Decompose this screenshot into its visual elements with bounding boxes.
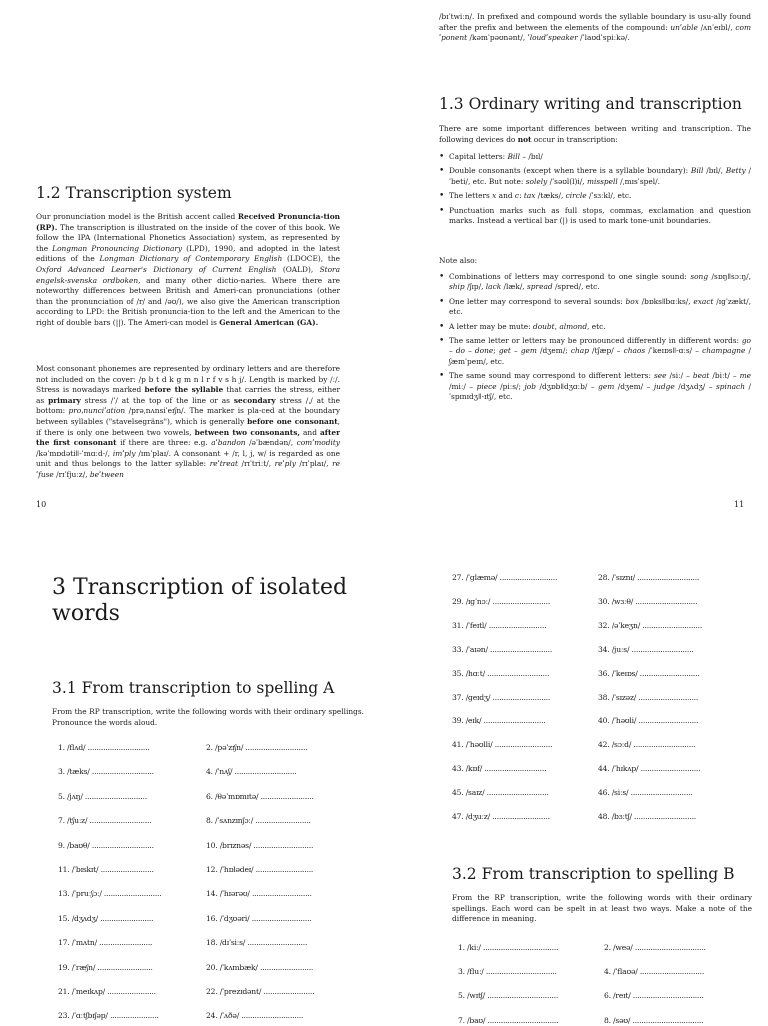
exercise-instructions: From the RP transcription, write the following words with their ordinary spellings. Pronounce the words aloud. (52, 707, 364, 727)
exercise-item: 20. /ˈkʌmbæk/ ........................ (206, 962, 314, 972)
exercise-item: 7. /baʊ/ ................................ (458, 1015, 559, 1025)
list-item: • Capital letters: Bill – /bɪl/ (439, 152, 751, 162)
exercise-item: 5. /wɪtʃ/ ................................ (458, 991, 559, 1001)
exercise-item: 28. /ˈsɪznɪ/ ............................ (598, 573, 700, 582)
exercise-item: 27. /ˈglæmə/ .......................... (452, 573, 558, 582)
exercise-item: 6. /θəˈmɒmɪtə/ ........................ (206, 791, 314, 801)
exercise-item: 33. /ˈaɪən/ ............................ (452, 644, 553, 654)
exercise-item: 7. /tʃuːz/ ............................ (58, 816, 152, 826)
exercise-item: 10. /brɪznəs/ ........................... (206, 840, 314, 850)
exercise-item: 11. /ˈbɪskɪt/ ........................ (58, 865, 154, 874)
note-label: Note also: (439, 256, 478, 265)
list-item: • One letter may correspond to several sounds: box /bɒksǁbɑːks/, exact /ɪgˈzækt/, etc. (439, 297, 751, 318)
continued-paragraph: /bɪˈtwiːn/. In prefixed and compound words the syllable boundary is usu-ally found after the prefix and between the elements of the compound: unˈable /ʌnˈeɪbl/, comˈponent /kəmˈpəʊnənt/, ˈloudˈspeaker /ˈlaʊdˈspiːkə/. (439, 12, 751, 43)
list-item: • Double consonants (except when there is a syllable boundary): Bill /bɪl/, Betty /ˈbeti/, etc. But note: solely /ˈsəʊl(l)i/, misspell /ˌmɪsˈspel/. (439, 166, 751, 187)
section-heading-3-1: 3.1 From transcription to spelling A (52, 679, 335, 697)
exercise-item: 4. /ˈflaʊə/ ............................. (604, 967, 705, 977)
list-item: • Punctuation marks such as full stops, commas, exclamation and question marks. Instead a vertical bar (|) is used to mark tone-unit boundaries. (439, 206, 751, 227)
exercise-item: 29. /ɪgˈnɔː/ .......................... (452, 596, 551, 606)
exercise-item: 36. /ˈkeɪɒs/ ........................... (598, 668, 700, 678)
exercise-item: 34. /juːs/ ............................ (598, 644, 694, 654)
exercise-item: 41. /ˈhəʊlli/ .......................... (452, 740, 553, 750)
exercise-item: 2. /weə/ ................................ (604, 943, 706, 952)
exercise-item: 14. /ˈhɪərəʊ/ ........................... (206, 889, 312, 899)
exercise-item: 32. /əˈkeʒn/ ........................... (598, 620, 703, 630)
exercise-item: 45. /saɪz/ ............................ (452, 788, 549, 798)
chapter-title: 3 Transcription of isolated words (52, 575, 348, 626)
notes-list (439, 272, 751, 402)
page-13 (384, 535, 768, 1024)
list-item: • Combinations of letters may correspond to one single sound: song /sɒŋǁsɔːŋ/, ship /ʃɪp/, lack /læk/, spread /spred/, etc. (439, 272, 751, 293)
exercise-item: 24. /ˈʌðə/ ............................ (206, 1011, 304, 1021)
writing-intro: There are some important differences between writing and transcription. The following devices do not occur in transcription: (439, 124, 751, 144)
exercise-item: 9. /baʊθ/ ............................ (58, 840, 154, 850)
page-11 (384, 0, 768, 520)
exercise-item: 8. /səʊ/ ................................ (604, 1015, 704, 1025)
exercise-item: 46. /siːs/ ............................ (598, 788, 693, 798)
exercise-item: 44. /ˈhɪkʌp/ ........................... (598, 764, 701, 774)
exercise-item: 1. /flʌd/ ............................ (58, 743, 150, 752)
exercise-item: 21. /ˈmeɪkʌp/ ...................... (58, 987, 156, 996)
list-item: • The letters x and c: tax /tæks/, circle /ˈsɜːkl/, etc. (439, 191, 751, 201)
page-gap (0, 522, 768, 534)
exercise-item: 8. /ˈsʌnzɪnʃɔː/ ......................... (206, 816, 311, 826)
exercise-item: 3. /tæks/ ............................ (58, 767, 154, 777)
exercise-item: 19. /ˈræʃn/ ......................... (58, 962, 153, 972)
devices-list (439, 152, 751, 226)
page-10 (0, 0, 384, 520)
exercise-item: 42. /sɔːd/ ............................ (598, 740, 696, 750)
exercise-item: 17. /ˈmʌtn/ ........................ (58, 938, 153, 948)
exercise-item: 6. /reɪt/ ................................ (604, 991, 704, 1001)
page-12 (0, 535, 384, 1024)
exercise-item: 1. /kiː/ .................................. (458, 943, 559, 952)
exercise-item: 47. /dʒuːz/ .......................... (452, 812, 550, 821)
transcription-system-paragraph-2: Most consonant phonemes are represented by ordinary letters and are therefore not included on the cover: /p b t d k g m n l r f v s h j/. Length is marked by /ː/. Stress is nowadays marked before the syllable that carries the stress, either as primary stress /ˈ/ at the top of the line or as secondary stress /ˌ/ at the bottom: proˌnunciˈation /prəˌnʌnsiˈeɪʃn/. The marker is pla-ced at the boundary between syllables ("stavelsegräns"), which is generally before one consonant, if there is only one between two vowels, between two consonants, and after the first consonant if there are three: e.g. aˈbandon /əˈbændən/, comˈmodity /kəˈmɒdətiǁ-ˈmɑːd-/, imˈply /ɪmˈplaɪ/. A consonant + /r, l, j, w/ is regarded as one unit and thus belongs to the latter syllable: reˈtreat /rɪˈtriːt/, reˈply /rɪˈplaɪ/, reˈfuse /rɪˈfjuːz/, beˈtween (36, 364, 341, 479)
exercise-item: 43. /kɒf/ ............................ (452, 764, 547, 774)
exercise-item: 48. /bɜːtʃ/ ............................ (598, 812, 697, 821)
exercise-item: 5. /jʌŋ/ ............................ (58, 791, 147, 801)
section-heading-1-2: 1.2 Transcription system (36, 184, 232, 202)
exercise-item: 38. /ˈsɪzəz/ ........................... (598, 692, 699, 702)
exercise-item: 30. /wɜːθ/ ............................ (598, 596, 698, 606)
exercise-item: 13. /ˈpruːʃɔː/ .......................... (58, 889, 162, 899)
page-number: 10 (36, 500, 47, 509)
list-item: • The same letter or letters may be pronounced differently in different words: go – do – done; get – gem /dʒem/; chap /tʃæp/ – chaos /ˈkeɪɒsǁ-ɑːs/ – champagne /ʃæmˈpeɪn/, etc. (439, 336, 751, 367)
exercise-item: 31. /ˈfeɪtl/ .......................... (452, 620, 547, 630)
exercise-item: 40. /ˈhəʊli/ ........................... (598, 716, 699, 726)
exercise-item: 35. /hɑːt/ ............................ (452, 668, 550, 678)
exercise-b-instructions: From the RP transcription, write the following words with their ordinary spellings. Each word can be spelt in at least two ways. Make a note of the difference in meaning. (452, 893, 752, 924)
exercise-item: 4. /ˈnʌʃ/ ............................ (206, 767, 297, 777)
page-number: 11 (734, 500, 745, 509)
exercise-item: 18. /dɪˈsiːs/ ........................... (206, 938, 308, 948)
exercise-item: 3. /fluː/ ................................ (458, 967, 557, 977)
transcription-system-paragraph-1: Our pronunciation model is the British accent called Received Pronuncia-tion (RP). The transcription is illustrated on the inside of the cover of this book. We follow the IPA (International Phonetics Association) system, as represented by the Longman Pronouncing Dictionary (LPD), 1990, and adopted in the latest editions of the Longman Dictionary of Contemporary English (LDOCE), the Oxford Advanced Learner's Dictionary of Current English (OALD), Stora engelsk-svenska ordboken, and many other dictio-naries. Where there are noteworthy differences between British and Ameri-can pronunciations (other than the pronunciation of /r/ and /əʊ/), we also give the American transcription according to LPD: the British pronuncia-tion to the left and the American to the right of double bars (||). The Ameri-can model is General American (GA). (36, 212, 340, 327)
exercise-item: 23. /ˈɑːtʃbɪʃəp/ ...................... (58, 1011, 159, 1021)
exercise-item: 39. /eɪk/ ............................ (452, 716, 546, 726)
exercise-item: 22. /ˈprezɪdənt/ ....................... (206, 987, 315, 996)
exercise-item: 15. /dʒʌdʒ/ ........................ (58, 913, 154, 923)
section-heading-3-2: 3.2 From transcription to spelling B (452, 865, 735, 883)
exercise-item: 2. /pəˈzɪʃn/ ............................ (206, 743, 308, 752)
list-item: • A letter may be mute: doubt, almond, etc. (439, 322, 751, 332)
exercise-item: 12. /ˈhɒlədeɪ/ .......................... (206, 865, 314, 874)
exercise-item: 16. /ˈdʒʊəri/ ........................... (206, 913, 312, 923)
exercise-item: 37. /geɪdʒ/ .......................... (452, 692, 551, 702)
list-item: • The same sound may correspond to different letters: see /siː/ – beat /biːt/ – me /miː/ – piece /piːs/; job /dʒɒbǁdʒɑːb/ – gem /dʒem/ – judge /dʒʌdʒ/ – spinach /ˈspɪnɪdʒǁ-ɪtʃ/, etc. (439, 371, 751, 402)
section-heading-1-3: 1.3 Ordinary writing and transcription (439, 95, 742, 113)
